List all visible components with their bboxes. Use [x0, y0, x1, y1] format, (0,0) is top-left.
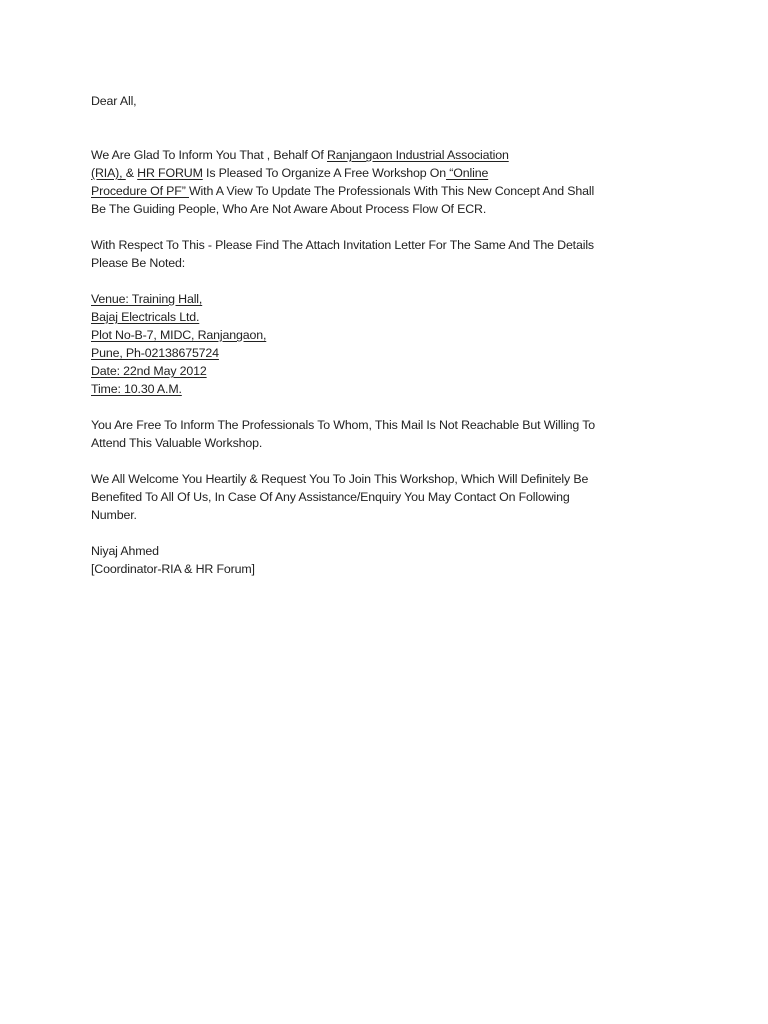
workshop-topic-part-1: “Online [446, 166, 489, 180]
forum-name: HR FORUM [137, 166, 203, 180]
signature-title: [Coordinator-RIA & HR Forum] [91, 562, 255, 576]
intro-text-1: We Are Glad To Inform You That , Behalf Of [91, 148, 327, 162]
forward-paragraph: You Are Free To Inform The Professionals To Whom, This Mail Is Not Reachable But Willing To Attend This Valuable Workshop. [91, 418, 596, 450]
detail-company: Bajaj Electricals Ltd. [91, 310, 200, 324]
intro-text-2: & [125, 166, 138, 180]
detail-time: Time: 10.30 A.M. [91, 382, 182, 396]
detail-city-phone: Pune, Ph-02138675724 [91, 346, 219, 360]
signature-block [91, 542, 611, 578]
signature-name: Niyaj Ahmed [91, 544, 159, 558]
detail-address: Plot No-B-7, MIDC, Ranjangaon, [91, 328, 267, 342]
welcome-paragraph: We All Welcome You Heartily & Request You To Join This Workshop, Which Will Definitely Be Benefited To All Of Us, In Case Of Any Assistance/Enquiry You May Contact On Following Number. [91, 472, 589, 522]
intro-paragraph [91, 146, 611, 218]
letter-body [91, 92, 611, 596]
intro-text-3: Is Pleased To Organize A Free Workshop On [202, 166, 446, 180]
organization-name: Ranjangaon Industrial Association [327, 148, 509, 162]
event-details [91, 290, 611, 398]
detail-venue: Venue: Training Hall, [91, 292, 203, 306]
detail-date: Date: 22nd May 2012 [91, 364, 207, 378]
organization-abbreviation: (RIA), [91, 166, 126, 180]
details-intro-paragraph: With Respect To This - Please Find The Attach Invitation Letter For The Same And The Details Please Be Noted: [91, 238, 594, 270]
greeting: Dear All, [91, 94, 137, 108]
workshop-topic-part-2: Procedure Of PF” [91, 184, 189, 198]
intro-text-4: With A View To Update The Professionals With This New Concept And Shall Be The Guiding People, Who Are Not Aware About Process Flow Of ECR. [91, 184, 595, 216]
